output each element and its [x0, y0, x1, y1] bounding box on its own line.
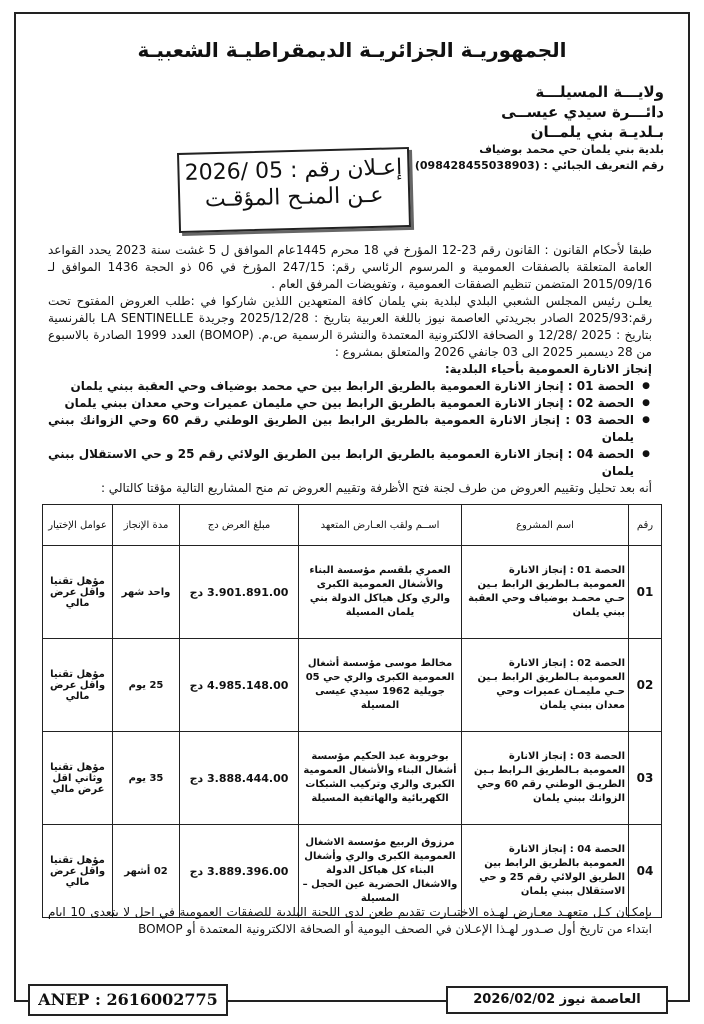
row-amount: 4.985.148.00 دج [180, 639, 299, 732]
table-row [43, 639, 662, 732]
row-num: 03 [629, 732, 662, 825]
row-duration: 02 أشهر [113, 825, 180, 918]
award-intro-paragraph: أنه بعد تحليل وتقييم العروض من طرف لجنة فتح الأظرفة وتقييم العروض تم منح المشاريع التالية مؤقتا كالتالي : [100, 481, 652, 495]
lots-list [48, 378, 652, 480]
row-amount: 3.901.891.00 دج [180, 546, 299, 639]
row-bidder: مرزوق الربيع مؤسسة الاشغال العمومية الكبرى والري وأشغال البناء كل هياكل الدولة والاشغال الحضرية عين الحجل – المسيلة [299, 825, 462, 918]
project-title: إنجاز الانارة العمومية بأحياء البلدية: [444, 362, 652, 376]
header-num: رقم [629, 505, 662, 546]
header-criteria: عوامل الإختيار [43, 505, 113, 546]
row-criteria: مؤهل تقنيا وثاني اقل عرض مالي [43, 732, 113, 825]
row-bidder: مخالط موسى مؤسسة أشغال العمومية الكبرى والري حي 05 جويلية 1962 سيدي عيسى المسيلة [299, 639, 462, 732]
award-table [42, 504, 662, 918]
row-amount: 3.889.396.00 دج [180, 825, 299, 918]
row-project: الحصة 02 : إنجاز الانارة العمومية بـالطريق الرابط بـين حـي مليمـان عميرات وحي معدان ببني يلمان [462, 639, 629, 732]
row-amount: 3.888.444.00 دج [180, 732, 299, 825]
header-amount: مبلغ العرض دج [180, 505, 299, 546]
row-num: 02 [629, 639, 662, 732]
table-row [43, 732, 662, 825]
row-criteria: مؤهل تقنيا واقل عرض مالي [43, 546, 113, 639]
daira-line: دائـــرة سيدي عيســى [501, 103, 664, 121]
row-num: 04 [629, 825, 662, 918]
notice-subject: عـن المنـح المؤقـت [204, 182, 384, 213]
anep-reference: ANEP : 2616002775 [28, 984, 228, 1016]
newspaper-date: العاصمة نيوز 2026/02/02 [446, 986, 668, 1014]
list-item: ● الحصة 03 : إنجاز الانارة العمومية بالطريق الرابط بين الطريق الوطني رقم 60 وحي الزوانك ببني يلمان [48, 412, 634, 446]
notice-title-box [177, 147, 411, 233]
republic-title: الجمهوريـة الجزائريـة الديمقراطيـة الشعبيـة [137, 38, 567, 62]
header-project: اسم المشروع [462, 505, 629, 546]
notice-number: إعـلان رقم : 05 /2026 [184, 155, 403, 186]
table-row [43, 546, 662, 639]
list-item: ● الحصة 04 : إنجاز الانارة العمومية بالطريق الرابط بين الطريق الولائي رقم 25 و حي الاستقلال ببني يلمان [48, 446, 634, 480]
wilaya-line: ولايـــة المسيلـــة [535, 83, 664, 101]
row-bidder: بوخروبة عبد الحكيم مؤسسة أشغال البناء والأشغال العمومية الكبرى والري وتركيب الشبكات الكهربائية والهاتفية المسيلة [299, 732, 462, 825]
list-item: ● الحصة 02 : إنجاز الانارة العمومية بالطريق الرابط بين حي مليمان عميرات وحي معدان ببني يلمان [48, 395, 634, 412]
appeal-paragraph: بإمكـان كـل متعهـد معـارض لهـذه الاختيـارت تقديم طعن لدى اللجنة البلدية للصفقات العمومية في اجل لا يتعدى 10 ايام ابتداء من تاريخ أول صـدور لهـذا الإعـلان في الصحف اليومية أو الصحافة الالكترونية المعتمدة أو BOMOP [48, 905, 652, 936]
tax-id-line: رقم التعريف الجبائي : (098428455038903) [414, 159, 664, 172]
row-duration: 25 يوم [113, 639, 180, 732]
row-num: 01 [629, 546, 662, 639]
row-criteria: مؤهل تقنيا واقل عرض مالي [43, 825, 113, 918]
row-project: الحصة 04 : إنجاز الانارة العمومية بالطريق الرابط بين الطريق الولائي رقم 25 و حي الاستقلال ببني يلمان [462, 825, 629, 918]
commune-line: بـلديـة بني يلمــان [530, 123, 664, 141]
table-header-row [43, 505, 662, 546]
announcement-paragraph: يعلـن رئيس المجلس الشعبي البلدي لبلدية بني يلمان كافة المتعهدين اللذين شاركوا في :طلب العروض المفتوح تحت رقم:2025/93 الصادر بجريدتي العاصمة نيوز باللغة العربية بتاريخ : 2025/12/28 وجريدة LA SENTINELLE بالفرنسية بتاريخ : 2025 /12/28 و الصحافة الالكترونية المعتمدة والنشرة الرسمية ص.م. (BOMOP) العدد 1999 الصادرة بالاسبوع من 28 ديسمبر 2025 الى 03 جانفي 2026 والمتعلق بمشروع : [48, 294, 653, 359]
row-duration: واحد شهر [113, 546, 180, 639]
row-project: الحصة 03 : إنجاز الانارة العمومية بـالطريق الـرابط بـين الطريـق الوطني رقم 60 وحي الزوانك ببني يلمان [462, 732, 629, 825]
notice-body [48, 242, 652, 497]
list-item: ● الحصة 01 : إنجاز الانارة العمومية بالطريق الرابط بين حي محمد بوضياف وحي العقبة ببني يلمان [48, 378, 634, 395]
header-bidder: اســم ولقب العـارض المتعهد [299, 505, 462, 546]
row-bidder: العمري بلقسم مؤسسة البناء والأشغال العمومية الكبرى والري وكل هياكل الدولة بني يلمان المسيلة [299, 546, 462, 639]
legal-basis-paragraph: طبقا لأحكام القانون : القانون رقم 23-12 المؤرخ في 18 محرم 1445عام الموافق ل 5 غشت سنة 2023 يحدد القواعد العامة المتعلقة بالصفقات العمومية و المرسوم الرئاسي رقم: 247/15 المؤرخ في 06 ذو الحجة 1436 الموافق لـ 2015/09/16 المتضمن تنظيم الصفقات العمومية ، وتفويضات المرفق العام . [48, 243, 652, 291]
row-duration: 35 يوم [113, 732, 180, 825]
address-line: بلدية بني يلمان حي محمد بوضياف [479, 143, 664, 156]
row-project: الحصة 01 : إنجاز الانارة العمومية بـالطريق الرابط بـين حـي محمـد بوضياف وحي العقبة ببني يلمان [462, 546, 629, 639]
header-duration: مدة الإنجاز [113, 505, 180, 546]
row-criteria: مؤهل تقنيا واقل عرض مالي [43, 639, 113, 732]
